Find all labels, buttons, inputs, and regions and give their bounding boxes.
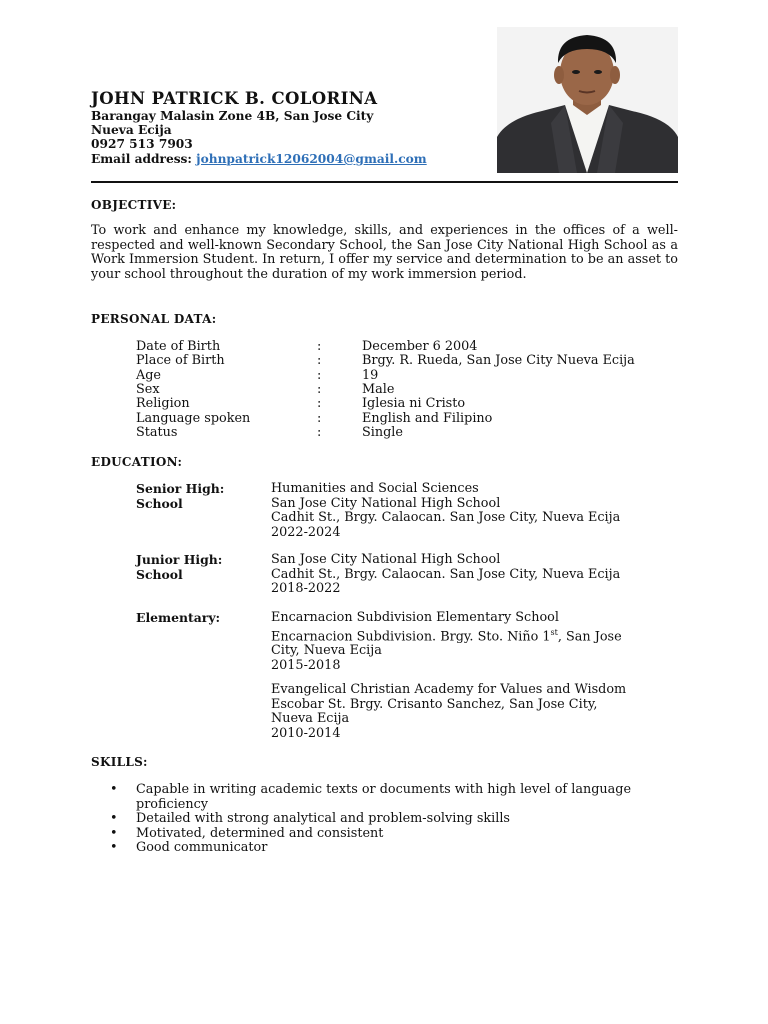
email-line — [91, 152, 427, 166]
personal-data-row — [136, 382, 696, 397]
edu-label-line: Junior High: — [136, 552, 223, 567]
bullet-icon: • — [110, 825, 118, 841]
edu-entry-senior-high — [271, 482, 691, 540]
edu-line: Encarnacion Subdivision Elementary School — [271, 610, 559, 625]
phone-number: 0927 513 7903 — [91, 137, 193, 151]
edu-label-line: School — [136, 495, 183, 511]
personal-data-row — [136, 339, 696, 354]
email-link[interactable]: johnpatrick12062004@gmail.com — [196, 152, 427, 166]
pd-value: December 6 2004 — [362, 339, 478, 354]
bullet-icon: • — [110, 811, 118, 826]
edu-label-elementary — [136, 611, 220, 626]
profile-photo-image — [497, 27, 678, 173]
pd-label: Age — [136, 368, 162, 383]
edu-line: San Jose City National High School — [271, 552, 501, 567]
personal-data-row — [136, 396, 696, 411]
pd-separator: : — [317, 382, 322, 397]
pd-separator: : — [317, 396, 322, 411]
personal-data-row — [136, 411, 696, 426]
personal-data-row — [136, 353, 696, 368]
edu-line: 2022-2024 — [271, 524, 341, 540]
pd-separator: : — [317, 339, 322, 354]
pd-label: Language spoken — [136, 411, 251, 426]
objective-heading: OBJECTIVE: — [91, 198, 177, 212]
address-line-2: Nueva Ecija — [91, 123, 172, 137]
address-line-1: Barangay Malasin Zone 4B, San Jose City — [91, 109, 374, 123]
edu-line: 2015-2018 — [271, 657, 341, 673]
personal-data-heading: PERSONAL DATA: — [91, 312, 217, 326]
edu-line: Cadhit St., Brgy. Calaocan. San Jose City, Nueva Ecija — [271, 566, 621, 582]
pd-label: Religion — [136, 396, 190, 411]
pd-value: Iglesia ni Cristo — [362, 396, 466, 411]
skill-text: Good communicator — [136, 840, 268, 855]
edu-label-senior-high — [136, 482, 224, 511]
pd-separator: : — [317, 411, 322, 426]
pd-label: Status — [136, 425, 178, 440]
personal-data-row — [136, 368, 696, 383]
objective-text: To work and enhance my knowledge, skills, and experiences in the offices of a well-respected and well-known Secondary School, the San Jose City National High School as a Work Immersion Student. In return, I offer my service and determination to be an asset to your school throughout the duration of my work immersion period. — [91, 223, 678, 282]
pd-label: Sex — [136, 382, 160, 397]
edu-line-part: , San Jose — [557, 628, 622, 644]
skill-item — [110, 841, 666, 856]
pd-separator: : — [317, 425, 322, 440]
pd-value: Single — [362, 425, 403, 440]
profile-photo — [497, 27, 678, 173]
edu-line: Cadhit St., Brgy. Calaocan. San Jose City, Nueva Ecija — [271, 510, 621, 525]
edu-line-superscript: st — [550, 627, 558, 637]
edu-line: 2018-2022 — [271, 581, 341, 596]
skills-list — [110, 783, 666, 856]
pd-value: Brgy. R. Rueda, San Jose City Nueva Ecija — [362, 353, 635, 368]
edu-label-junior-high — [136, 553, 222, 582]
edu-line: Escobar St. Brgy. Crisanto Sanchez, San Jose City, — [271, 696, 598, 712]
edu-label-line: School — [136, 566, 183, 582]
pd-separator: : — [317, 353, 322, 368]
edu-entry-elementary-2 — [271, 683, 691, 741]
personal-data-row — [136, 425, 696, 440]
bullet-icon: • — [110, 840, 118, 855]
education-heading: EDUCATION: — [91, 455, 183, 469]
edu-line: San Jose City National High School — [271, 495, 501, 511]
skill-text: Detailed with strong analytical and problem-solving skills — [136, 811, 510, 826]
edu-entry-elementary — [271, 611, 691, 673]
edu-line-part: Encarnacion Subdivision. Brgy. Sto. Niño 1 — [271, 628, 551, 644]
edu-label-line: Senior High: — [136, 481, 225, 496]
edu-line — [271, 626, 691, 645]
skill-item — [110, 827, 666, 842]
bullet-icon: • — [110, 782, 118, 797]
skill-text: Capable in writing academic texts or documents with high level of language proficiency — [136, 782, 632, 812]
skill-text: Motivated, determined and consistent — [136, 825, 384, 841]
skill-item — [110, 812, 666, 827]
edu-line: Humanities and Social Sciences — [271, 481, 479, 496]
pd-value: 19 — [362, 368, 379, 383]
email-label: Email address: — [91, 152, 192, 166]
applicant-name: JOHN PATRICK B. COLORINA — [91, 89, 378, 108]
pd-label: Date of Birth — [136, 339, 221, 354]
edu-line: 2010-2014 — [271, 725, 341, 741]
header-divider — [91, 181, 678, 183]
pd-value: English and Filipino — [362, 411, 493, 426]
skills-heading: SKILLS: — [91, 755, 148, 769]
edu-entry-junior-high — [271, 553, 691, 597]
edu-line: Evangelical Christian Academy for Values and Wisdom — [271, 682, 627, 697]
edu-line: City, Nueva Ecija — [271, 643, 382, 659]
pd-value: Male — [362, 382, 395, 397]
edu-label-line: Elementary: — [136, 610, 221, 625]
pd-separator: : — [317, 368, 322, 383]
pd-label: Place of Birth — [136, 353, 225, 368]
edu-line: Nueva Ecija — [271, 711, 350, 726]
skill-item — [110, 783, 666, 812]
